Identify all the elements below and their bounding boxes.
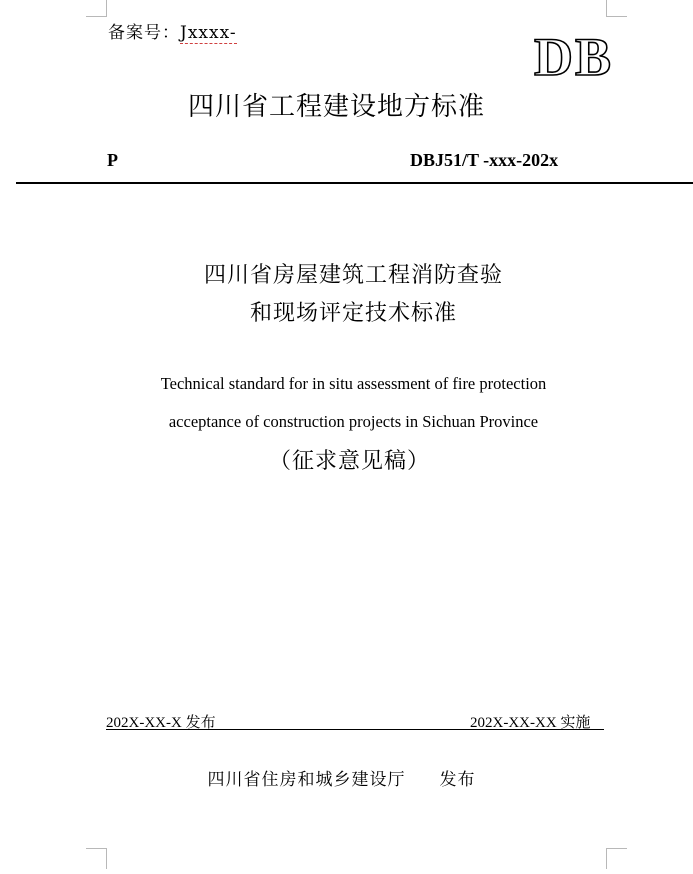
- english-title-line-2: acceptance of construction projects in Sichuan Province: [168, 412, 539, 431]
- record-label: 备案号：: [108, 23, 180, 43]
- issue-date: 202X-XX-X 发布: [106, 715, 216, 731]
- document-title-line-1: 四川省房屋建筑工程消防查验: [203, 263, 503, 288]
- crop-mark-bottom-right: [606, 848, 627, 869]
- record-number-value: Jxxxx-: [180, 23, 237, 43]
- record-number: [108, 18, 237, 43]
- publisher: [0, 765, 693, 790]
- publisher-name: 四川省住房和城乡建设厅: [207, 770, 406, 790]
- implement-date: 202X-XX-XX 实施: [470, 715, 591, 731]
- draft-note: （征求意见稿）: [268, 449, 430, 474]
- crop-mark-bottom-left: [86, 848, 107, 869]
- standard-type-title: 四川省工程建设地方标准: [187, 92, 485, 122]
- header-divider: [16, 182, 693, 184]
- english-title-line-1: Technical standard for in situ assessment of fire protection: [160, 374, 547, 393]
- crop-mark-top-left: [86, 0, 107, 17]
- document-title-line-2: 和现场评定技术标准: [249, 301, 457, 326]
- db-logo: DB: [534, 27, 614, 87]
- date-divider: [106, 729, 604, 730]
- standard-code: DBJ51/T -xxx-202x: [410, 150, 559, 170]
- publisher-action: 发布: [439, 770, 476, 790]
- category-label: P: [107, 150, 118, 170]
- crop-mark-top-right: [606, 0, 627, 17]
